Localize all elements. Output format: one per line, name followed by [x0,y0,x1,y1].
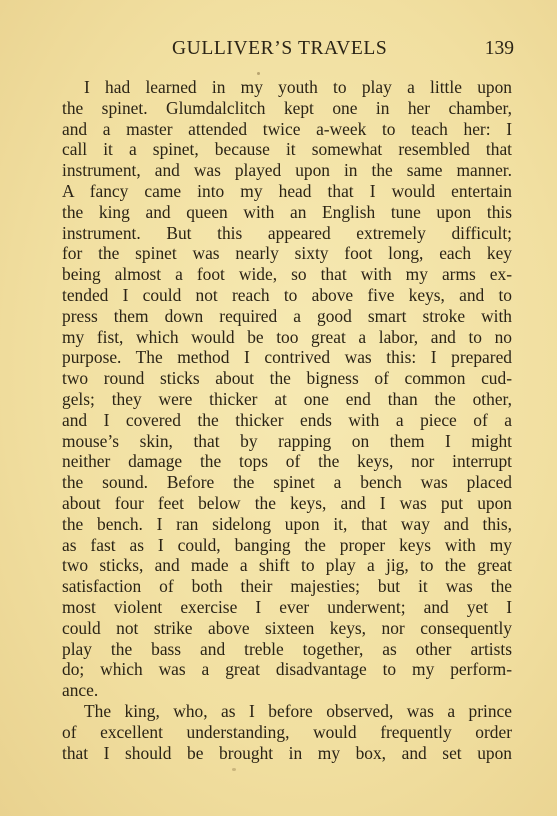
text-line: about four feet below the keys, and I was put upon [62,492,512,513]
text-line: gels; they were thicker at one end than the other, [62,388,512,409]
text-line: neither damage the tops of the keys, nor interrupt [62,451,512,472]
text-line: tended I could not reach to above five keys, and to [62,284,512,305]
text-line: press them down required a good smart stroke with [62,305,512,326]
text-line: my fist, which would be too great a labor, and to no [62,326,512,347]
text-line: The king, who, as I before observed, was a prince [84,700,512,721]
text-line: the bench. I ran sidelong upon it, that way and this, [62,513,512,534]
text-line: purpose. The method I contrived was this: I prepared [62,347,512,368]
text-line: of excellent understanding, would frequently order [62,721,512,742]
text-line: instrument. But this appeared extremely difficult; [62,222,512,243]
text-line: instrument, and was played upon in the same manner. [62,160,512,181]
text-line: most violent exercise I ever underwent; and yet I [62,596,512,617]
text-line: A fancy came into my head that I would entertain [62,180,512,201]
text-line: for the spinet was nearly sixty foot long, each key [62,243,512,264]
text-line: mouse’s skin, that by rapping on them I might [62,430,512,451]
text-line: could not strike above sixteen keys, nor consequently [62,617,512,638]
text-line: satisfaction of both their majesties; but it was the [62,576,512,597]
running-title: GULLIVER’S TRAVELS [172,38,388,59]
paragraph [62,701,512,763]
text-line: that I should be brought in my box, and set upon [62,742,512,763]
text-line: the sound. Before the spinet a bench was placed [62,472,512,493]
text-line: ance. [62,680,99,701]
running-head [60,38,520,62]
body-text [62,77,512,763]
text-line: call it a spinet, because it somewhat resembled that [62,139,512,160]
text-line: the spinet. Glumdalclitch kept one in her chamber, [62,97,512,118]
text-line: as fast as I could, banging the proper keys with my [62,534,512,555]
paragraph [62,77,512,701]
page-number: 139 [484,38,514,59]
text-line: and I covered the thicker ends with a piece of a [62,409,512,430]
text-line: two round sticks about the bigness of common cud- [62,368,512,389]
text-line: the king and queen with an English tune upon this [62,201,512,222]
text-line: and a master attended twice a-week to teach her: I [62,118,512,139]
text-line: do; which was a great disadvantage to my perform- [62,659,512,680]
text-line: being almost a foot wide, so that with my arms ex- [62,264,512,285]
text-line: two sticks, and made a shift to play a jig, to the great [62,555,512,576]
printing-speck [232,768,236,771]
text-line: I had learned in my youth to play a little upon [84,77,512,97]
text-line: play the bass and treble together, as other artists [62,638,512,659]
printing-speck [257,72,260,75]
